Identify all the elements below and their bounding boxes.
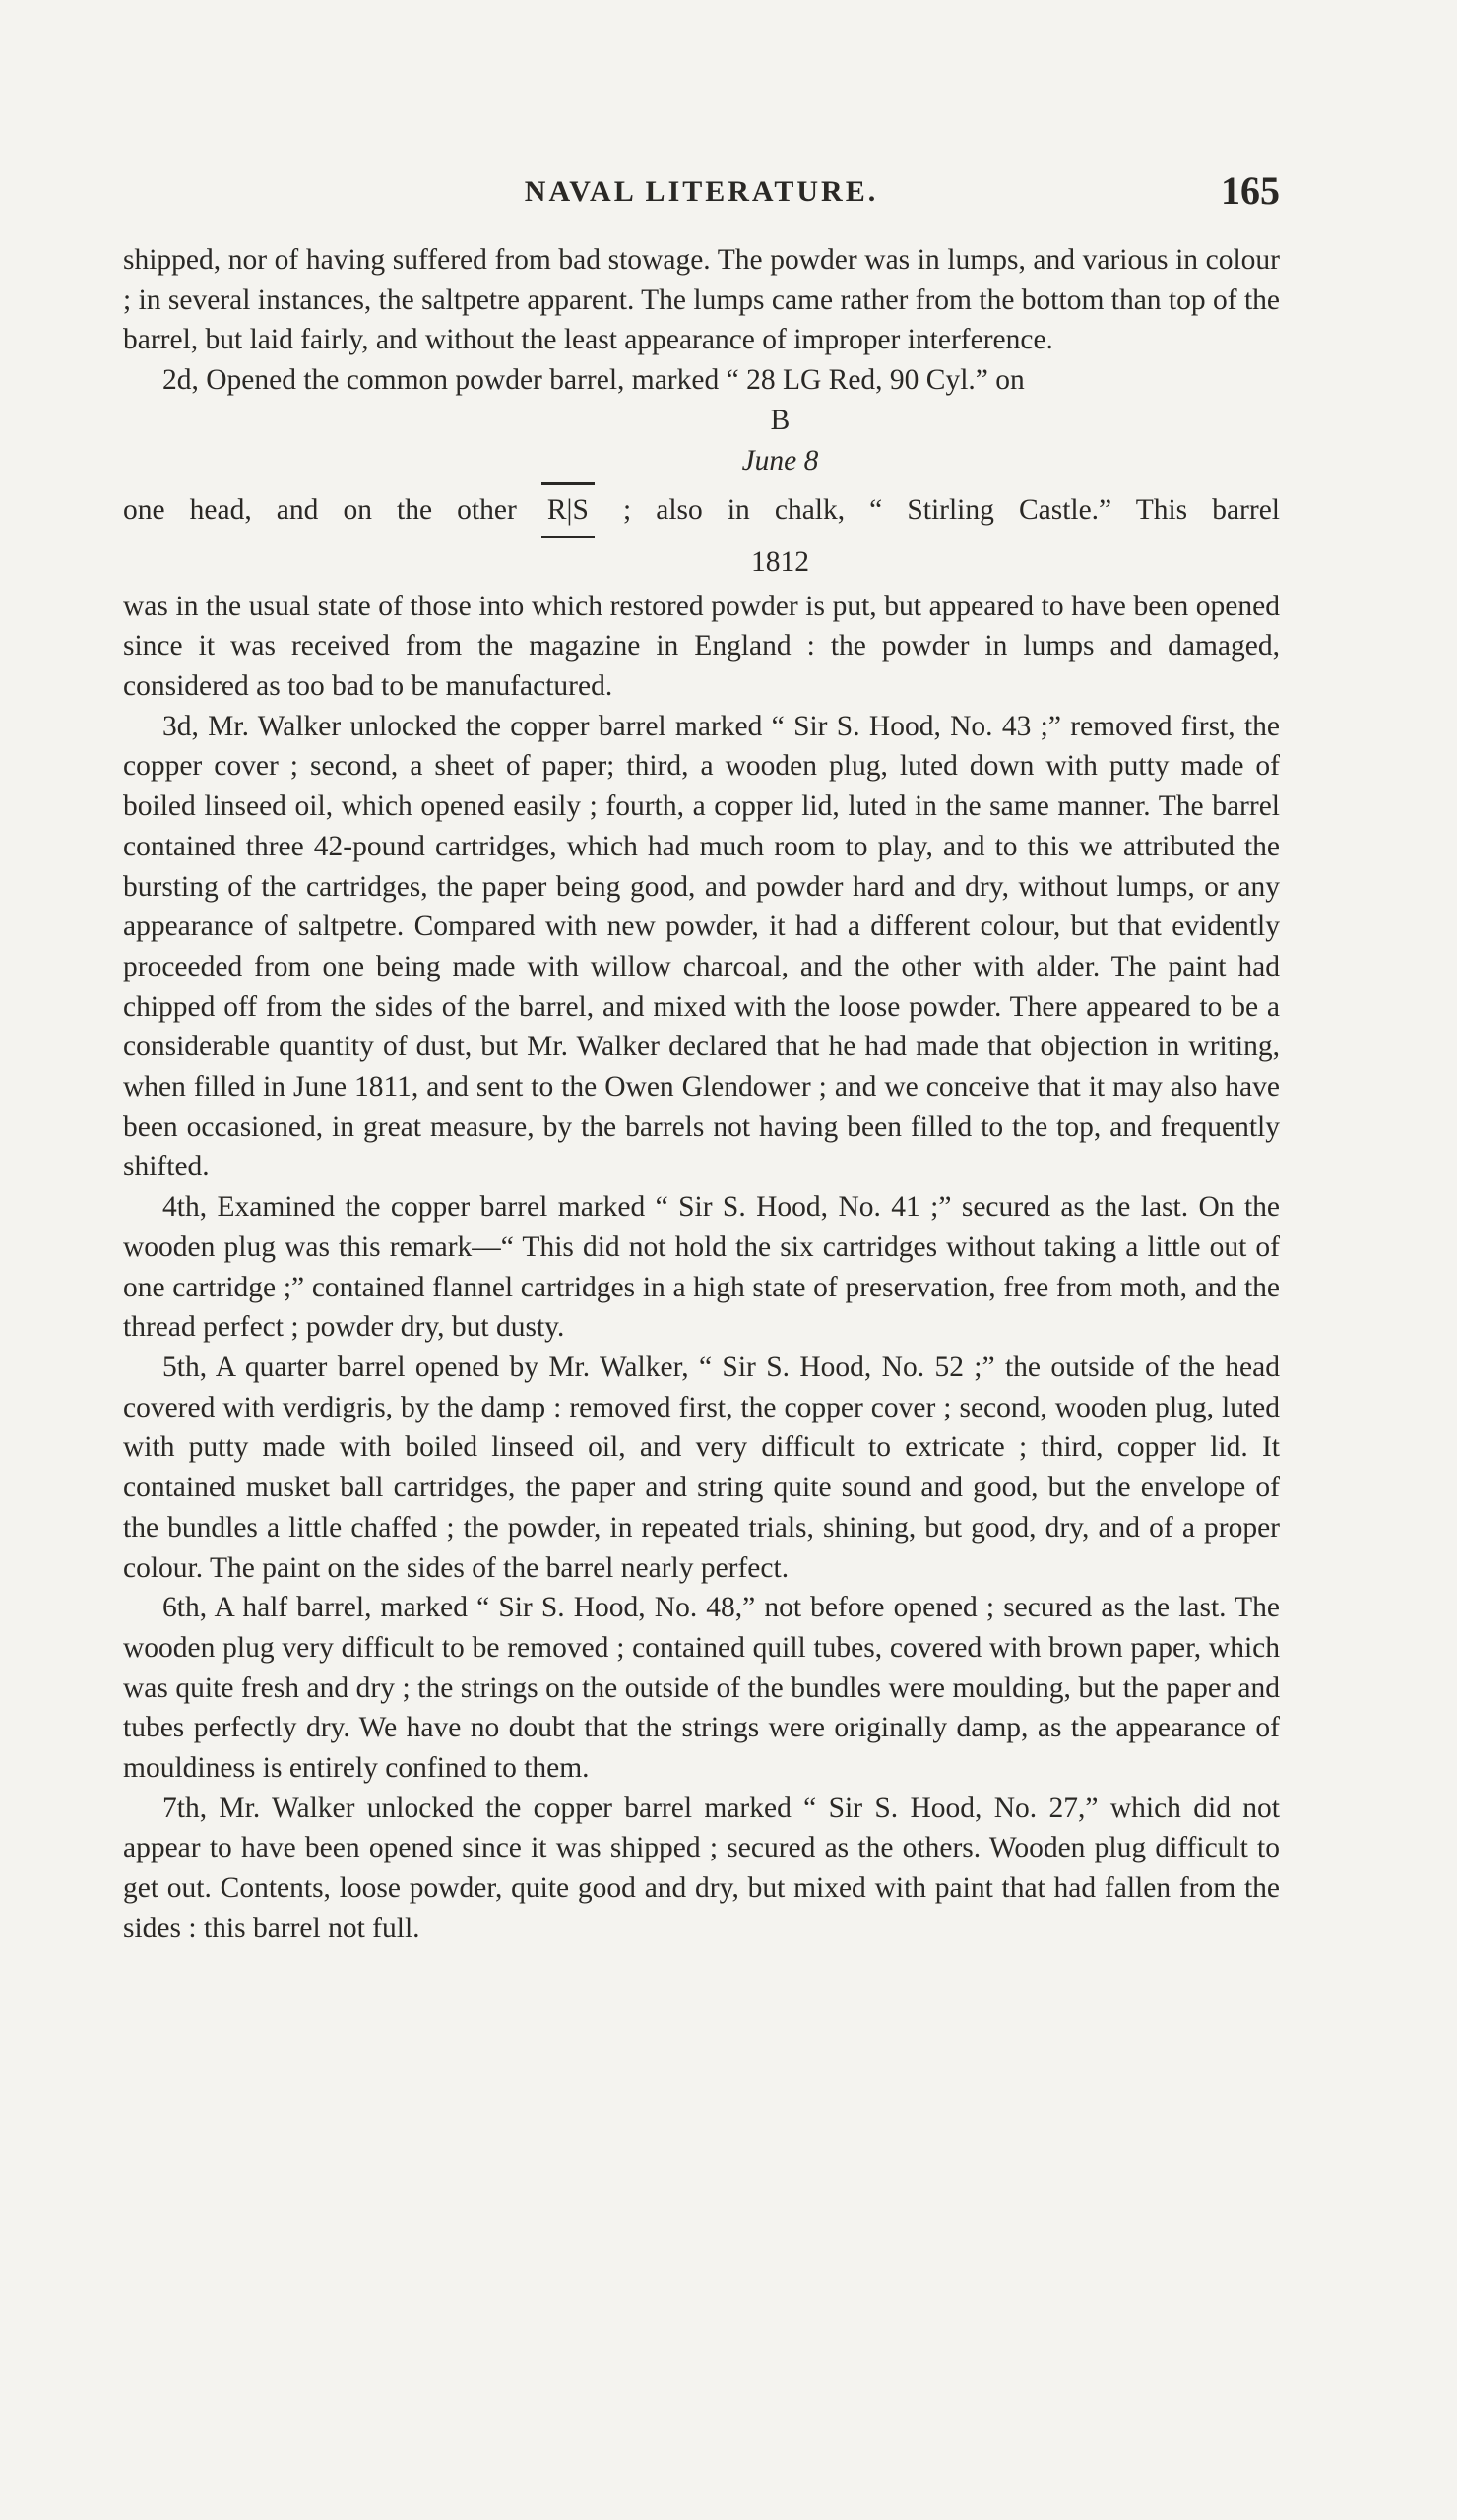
paragraph-3d: 3d, Mr. Walker unlocked the copper barrel marked “ Sir S. Hood, No. 43 ;” removed first, the copper cover ; second, a sheet of paper; third, a wooden plug, luted down with putty made of boiled linseed oil, which opened easily ; fourth, a copper lid, luted in the same manner. The barrel contained three 42-pound cartridges, which had much room to play, and to this we attributed the bursting of the cartridges, the paper being good, and powder hard and dry, without lumps, or any appearance of saltpetre. Compared with new powder, it had a different colour, but that evidently proceeded from one being made with willow charcoal, and the other with alder. The paint had chipped off from the sides of the barrel, and mixed with the loose powder. There appeared to be a considerable quantity of dust, but Mr. Walker declared that he had made that objection in writing, when filled in June 1811, and sent to the Owen Glendower ; and we conceive that it may also have been occasioned, in great measure, by the barrels not having been filled to the top, and frequently shifted. [123,710,1280,1183]
paragraph-7th: 7th, Mr. Walker unlocked the copper barrel marked “ Sir S. Hood, No. 27,” which did not appear to have been opened since it was shipped ; secured as the others. Wooden plug difficult to get out. Contents, loose powder, quite good and dry, but mixed with paint that had fallen from the sides : this barrel not full. [123,1792,1280,1944]
marking-line-start: one head, and on the other [123,494,517,527]
paragraph-2d-rest: was in the usual state of those into which restored powder is put, but appeared to have been opened since it was received from the magazine in England : the powder in lumps and damaged, considered as too bad to be manufactured. [123,590,1280,703]
marking-middle: R|S [541,490,595,531]
barrel-marking [123,401,1280,583]
marking-date: June 8 [741,444,819,476]
paragraph-4th: 4th, Examined the copper barrel marked “ Sir S. Hood, No. 41 ;” secured as the last. On the wooden plug was this remark—“ This did not hold the six cartridges without taking a little out of one cartridge ;” contained flannel cartridges in a high state of preservation, free from moth, and the thread perfect ; powder dry, but dusty. [123,1191,1280,1344]
paragraph-2d-intro: 2d, Opened the common powder barrel, marked “ 28 LG Red, 90 Cyl.” on [162,364,1025,397]
paragraph-continued: shipped, nor of having suffered from bad stowage. The powder was in lumps, and various in colour ; in several instances, the saltpetre apparent. The lumps came rather from the bottom than top of the barrel, but laid fairly, and without the least appearance of improper interference. [123,244,1280,356]
marking-letter: B [770,404,791,436]
marking-line-end: ; also in chalk, “ Stirling Castle.” This barrel [622,494,1280,527]
marking-year: 1812 [751,545,809,578]
paragraph-6th: 6th, A half barrel, marked “ Sir S. Hood, No. 48,” not before opened ; secured as the last. The wooden plug very difficult to be removed ; contained quill tubes, covered with brown paper, which was quite fresh and dry ; the strings on the outside of the bundles were moulding, but the paper and tubes perfectly dry. We have no doubt that the strings were originally damp, as the appearance of mouldiness is entirely confined to them. [123,1592,1280,1785]
page-number: 165 [1221,168,1280,213]
page-header [123,167,1280,226]
body-text [123,240,1280,1949]
running-title: NAVAL LITERATURE. [524,175,879,208]
paragraph-5th: 5th, A quarter barrel opened by Mr. Walker, “ Sir S. Hood, No. 52 ;” the outside of the head covered with verdigris, by the damp : removed first, the copper cover ; second, wooden plug, luted with putty made with boiled linseed oil, and very difficult to extricate ; third, copper lid. It contained musket ball cartridges, the paper and string quite sound and good, but the envelope of the bundles a little chaffed ; the powder, in repeated trials, shining, but good, dry, and of a proper colour. The paint on the sides of the barrel nearly perfect. [123,1351,1280,1584]
marking-line [123,490,1280,531]
